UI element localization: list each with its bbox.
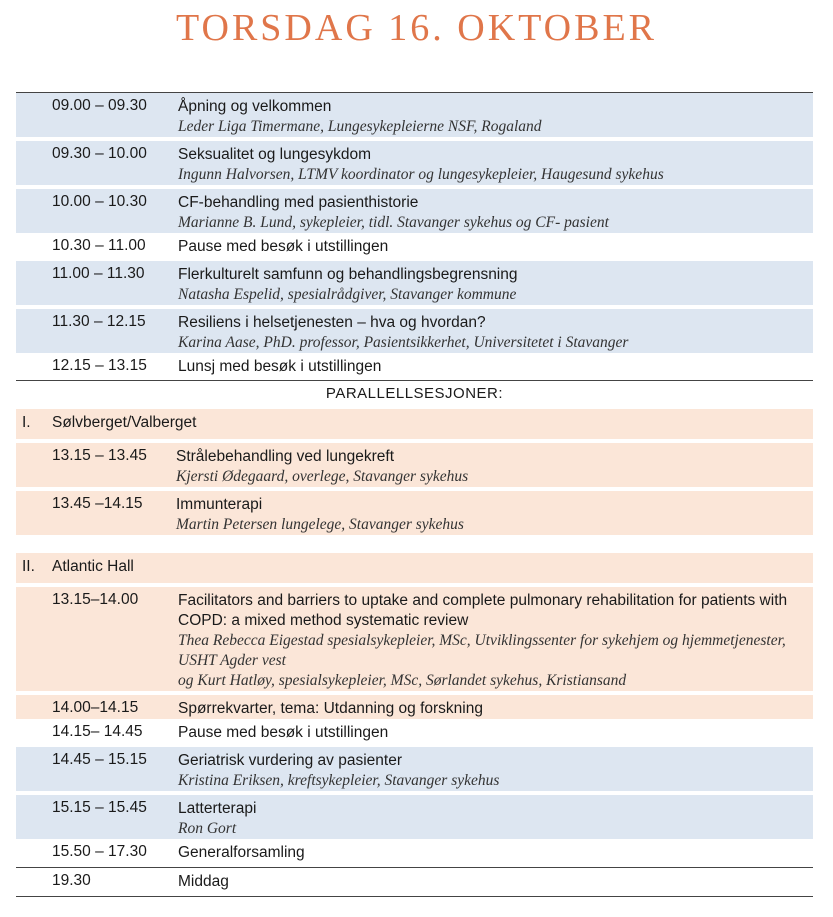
schedule-row — [16, 839, 813, 868]
schedule-row — [16, 189, 813, 233]
schedule-row — [16, 587, 813, 691]
session-number: I. — [22, 414, 31, 431]
schedule-row — [16, 868, 813, 897]
row-title: Geriatrisk vurdering av pasienter — [178, 752, 402, 769]
schedule-row — [16, 443, 813, 487]
row-time: 13.45 –14.15 — [52, 495, 143, 512]
row-time: 13.15 – 13.45 — [52, 447, 147, 464]
schedule-row — [16, 92, 813, 137]
page-title: TORSDAG 16. OKTOBER — [175, 7, 658, 49]
row-time: 15.50 – 17.30 — [52, 843, 147, 860]
schedule-row — [16, 141, 813, 185]
row-title: Latterterapi — [178, 800, 257, 817]
session-header — [16, 553, 813, 583]
schedule-row — [16, 695, 813, 719]
row-time: 11.30 – 12.15 — [52, 313, 146, 330]
row-speaker: Martin Petersen lungelege, Stavanger sykehus — [176, 516, 464, 533]
session-header — [16, 409, 813, 439]
row-time: 13.15–14.00 — [52, 591, 139, 608]
row-time: 09.00 – 09.30 — [52, 97, 147, 114]
row-title: Generalforsamling — [178, 844, 305, 861]
row-time: 19.30 — [52, 872, 91, 889]
row-title: Facilitators and barriers to uptake and complete pulmonary rehabilitation for patients with COPD: a mixed method systematic review — [178, 592, 788, 629]
schedule-row — [16, 353, 813, 381]
row-title: Lunsj med besøk i utstillingen — [178, 358, 382, 375]
row-speaker: Karina Aase, PhD. professor, Pasientsikkerhet, Universitetet i Stavanger — [178, 334, 629, 351]
schedule-row — [16, 233, 813, 261]
row-speaker: Leder Liga Timermane, Lungesykepleierne NSF, Rogaland — [178, 118, 542, 135]
row-title: Immunterapi — [176, 496, 263, 513]
row-speaker: og Kurt Hatløy, spesialsykepleier, MSc, Sørlandet sykehus, Kristiansand — [178, 672, 627, 689]
row-speaker: Kristina Eriksen, kreftsykepleier, Stavanger sykehus — [178, 772, 500, 789]
row-title: CF-behandling med pasienthistorie — [178, 194, 419, 211]
row-speaker: Marianne B. Lund, sykepleier, tidl. Stavanger sykehus og CF- pasient — [178, 214, 609, 231]
row-time: 10.30 – 11.00 — [52, 237, 146, 254]
row-title: Seksualitet og lungesykdom — [178, 146, 372, 163]
schedule — [16, 92, 813, 897]
schedule-row — [16, 261, 813, 305]
schedule-row — [16, 491, 813, 535]
row-time: 11.00 – 11.30 — [52, 265, 145, 282]
row-time: 14.15– 14.45 — [52, 723, 143, 740]
row-time: 14.00–14.15 — [52, 699, 139, 716]
row-title: Pause med besøk i utstillingen — [178, 724, 389, 741]
session-name: Atlantic Hall — [52, 558, 134, 575]
row-title: Strålebehandling ved lungekreft — [176, 448, 395, 465]
row-title: Åpning og velkommen — [178, 98, 332, 115]
schedule-row — [16, 747, 813, 791]
row-title: Spørrekvarter, tema: Utdanning og forskning — [178, 700, 483, 717]
schedule-row — [16, 795, 813, 839]
parallel-heading: PARALLELLSESJONER: — [325, 385, 504, 402]
row-title: Flerkulturelt samfunn og behandlingsbegrensning — [178, 266, 518, 283]
session-name: Sølvberget/Valberget — [52, 414, 197, 431]
row-speaker: Thea Rebecca Eigestad spesialsykepleier, MSc, Utviklingssenter for sykehjem og hjemmetjenester, USHT Agder vest — [178, 632, 786, 669]
row-speaker: Kjersti Ødegaard, overlege, Stavanger sykehus — [176, 468, 469, 485]
row-speaker: Ron Gort — [178, 820, 237, 837]
row-speaker: Natasha Espelid, spesialrådgiver, Stavanger kommune — [178, 286, 517, 303]
row-title: Pause med besøk i utstillingen — [178, 238, 389, 255]
row-time: 09.30 – 10.00 — [52, 145, 147, 162]
row-title: Resiliens i helsetjenesten – hva og hvordan? — [178, 314, 486, 331]
schedule-row — [16, 719, 813, 747]
row-time: 10.00 – 10.30 — [52, 193, 147, 210]
row-time: 14.45 – 15.15 — [52, 751, 147, 768]
row-time: 15.15 – 15.45 — [52, 799, 147, 816]
row-title: Middag — [178, 873, 229, 890]
row-time: 12.15 – 13.15 — [52, 357, 147, 374]
session-number: II. — [22, 558, 35, 575]
schedule-row — [16, 309, 813, 353]
row-speaker: Ingunn Halvorsen, LTMV koordinator og lungesykepleier, Haugesund sykehus — [178, 166, 664, 183]
